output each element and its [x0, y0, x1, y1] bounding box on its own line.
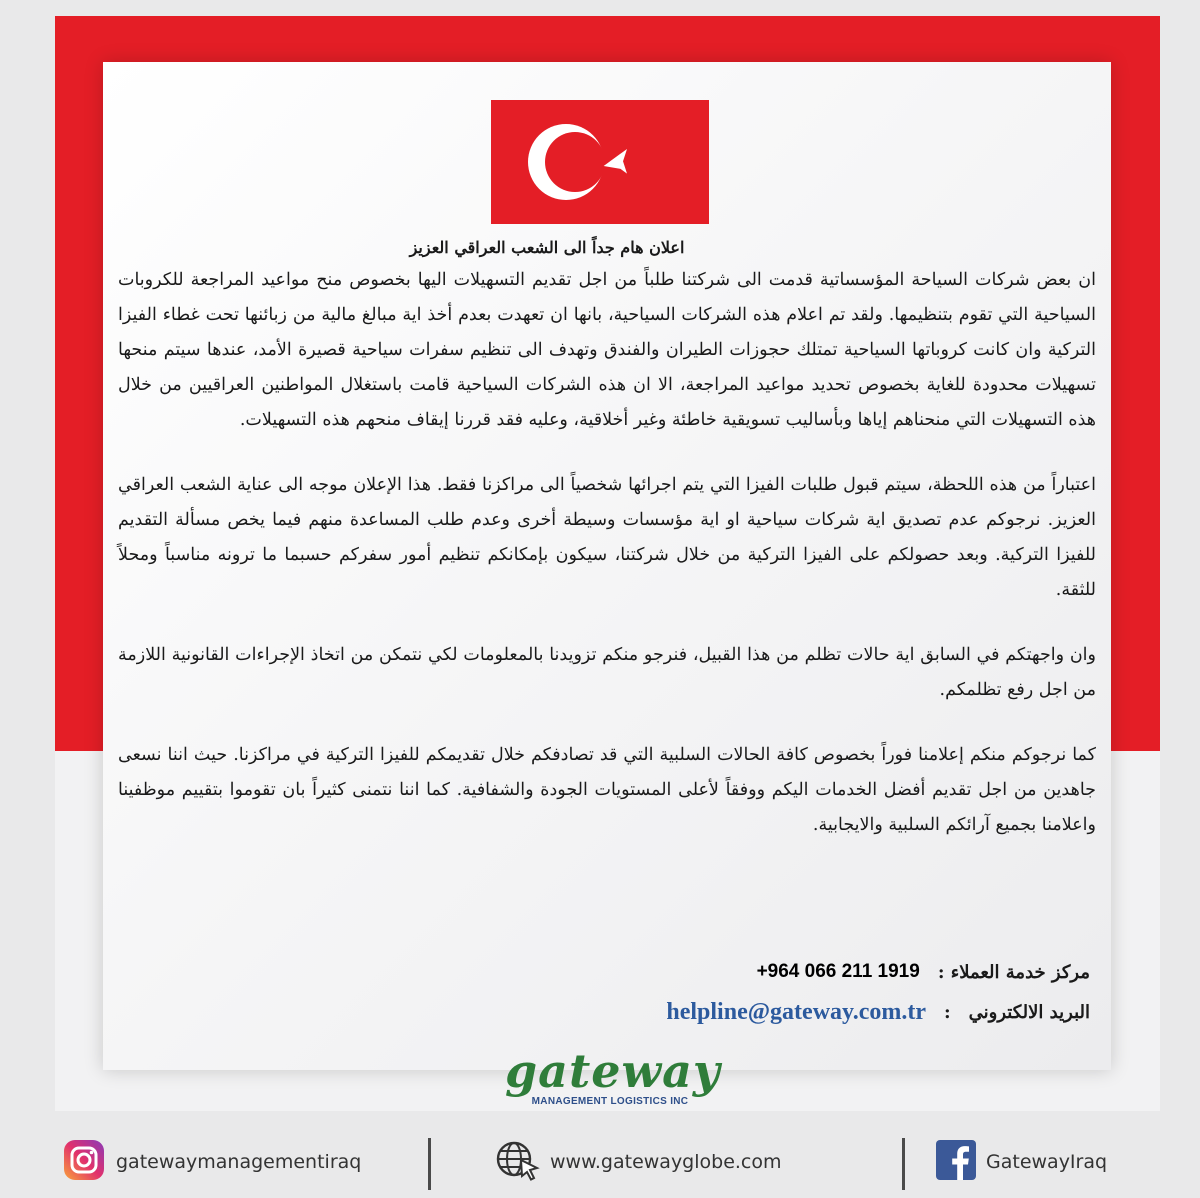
paragraph-2: اعتباراً من هذه اللحظة، سيتم قبول طلبات الفيزا التي يتم اجرائها شخصياً الى مراكزنا فقط. هذا الإعلان موجه الى عناية الشعب العراقي العزيز. نرجوكم عدم تصديق اية شركات سياحية او اية مؤسسات وسيطة أخرى وعدم طلب المساعدة منهم فيما يخص مسألة التقديم للفيزا التركية. وبعد حصولكم على الفيزا التركية من خلال شركتنا، سيكون بإمكانكم تنظيم أمور سفركم حسبما ما ترونه مناسباً ومحلاً للثقة.: [118, 475, 1096, 600]
paragraph-4: كما نرجوكم منكم إعلامنا فوراً بخصوص كافة الحالات السلبية التي قد تصادفكم خلال تقديمكم للفيزا التركية في مراكزنا. حيث اننا نسعى جاهدين من اجل تقديم أفضل الخدمات اليكم ووفقاً لأعلى المستويات الجودة والشفافية. كما اننا نتمنى كثيراً بان تقوموا بتقييم موظفينا واعلامنا بجميع آرائكم السلبية والايجابية.: [118, 745, 1096, 835]
facebook-link[interactable]: [936, 1140, 1107, 1184]
phone-row: [390, 952, 1090, 992]
email-separator: :: [944, 1001, 951, 1023]
globe-cursor-icon: [494, 1138, 540, 1186]
crescent-star-icon: [491, 100, 709, 224]
email-label: البريد الالكتروني: [968, 1001, 1090, 1023]
instagram-icon: [62, 1138, 106, 1186]
footer-divider: [902, 1138, 905, 1190]
gateway-logo: [505, 1044, 721, 1116]
instagram-handle: gatewaymanagementiraq: [116, 1151, 362, 1173]
footer-bar: [0, 1128, 1200, 1198]
paragraph-3: وان واجهتكم في السابق اية حالات تظلم من هذا القبيل، فنرجو منكم تزويدنا بالمعلومات لكي نتمكن من اتخاذ الإجراءات القانونية اللازمة من اجل رفع تظلمكم.: [118, 645, 1096, 700]
facebook-page: GatewayIraq: [986, 1151, 1108, 1173]
website-link[interactable]: [494, 1140, 782, 1184]
instagram-link[interactable]: [62, 1140, 361, 1184]
logo-wordmark: gateway: [505, 1044, 721, 1098]
turkey-flag: [491, 100, 709, 224]
logo-subtitle: MANAGEMENT LOGISTICS INC: [531, 1096, 689, 1107]
website-url: www.gatewayglobe.com: [550, 1151, 782, 1173]
customer-service-label: مركز خدمة العملاء :: [937, 961, 1090, 983]
contact-block: [390, 952, 1090, 1032]
facebook-icon: [936, 1140, 976, 1184]
announcement-title: اعلان هام جداً الى الشعب العراقي العزيز: [409, 238, 685, 257]
footer-divider: [428, 1138, 431, 1190]
announcement-body: [118, 238, 1096, 873]
phone-number[interactable]: +964 066 211 1919: [756, 961, 920, 982]
email-row: [390, 992, 1090, 1032]
paragraph-1: ان بعض شركات السياحة المؤسساتية قدمت الى شركتنا طلباً من اجل تقديم التسهيلات اليها بخصوص منح مواعيد المراجعة للكروبات السياحية التي تقوم بتنظيمها. ولقد تم اعلام هذه الشركات السياحية، بانها ان تعهدت بعدم أخذ اية مبالغ مالية من زبائنها تحت غطاء الفيزا التركية وان كانت كروباتها السياحية تمتلك حجوزات الطيران والفندق وتهدف الى تنظيم سفرات سياحية قصيرة الأمد، عندها سيتم منحها تسهيلات محدودة للغاية بخصوص تحديد مواعيد المراجعة، الا ان هذه الشركات السياحية قامت باستغلال المواطنين العراقيين من خلال هذه التسهيلات التي منحناهم إياها وبأساليب تسويقية خاطئة وغير أخلاقية، وعليه فقد قررنا إيقاف منحهم هذه التسهيلات.: [118, 270, 1096, 430]
email-link[interactable]: helpline@gateway.com.tr: [666, 998, 926, 1025]
